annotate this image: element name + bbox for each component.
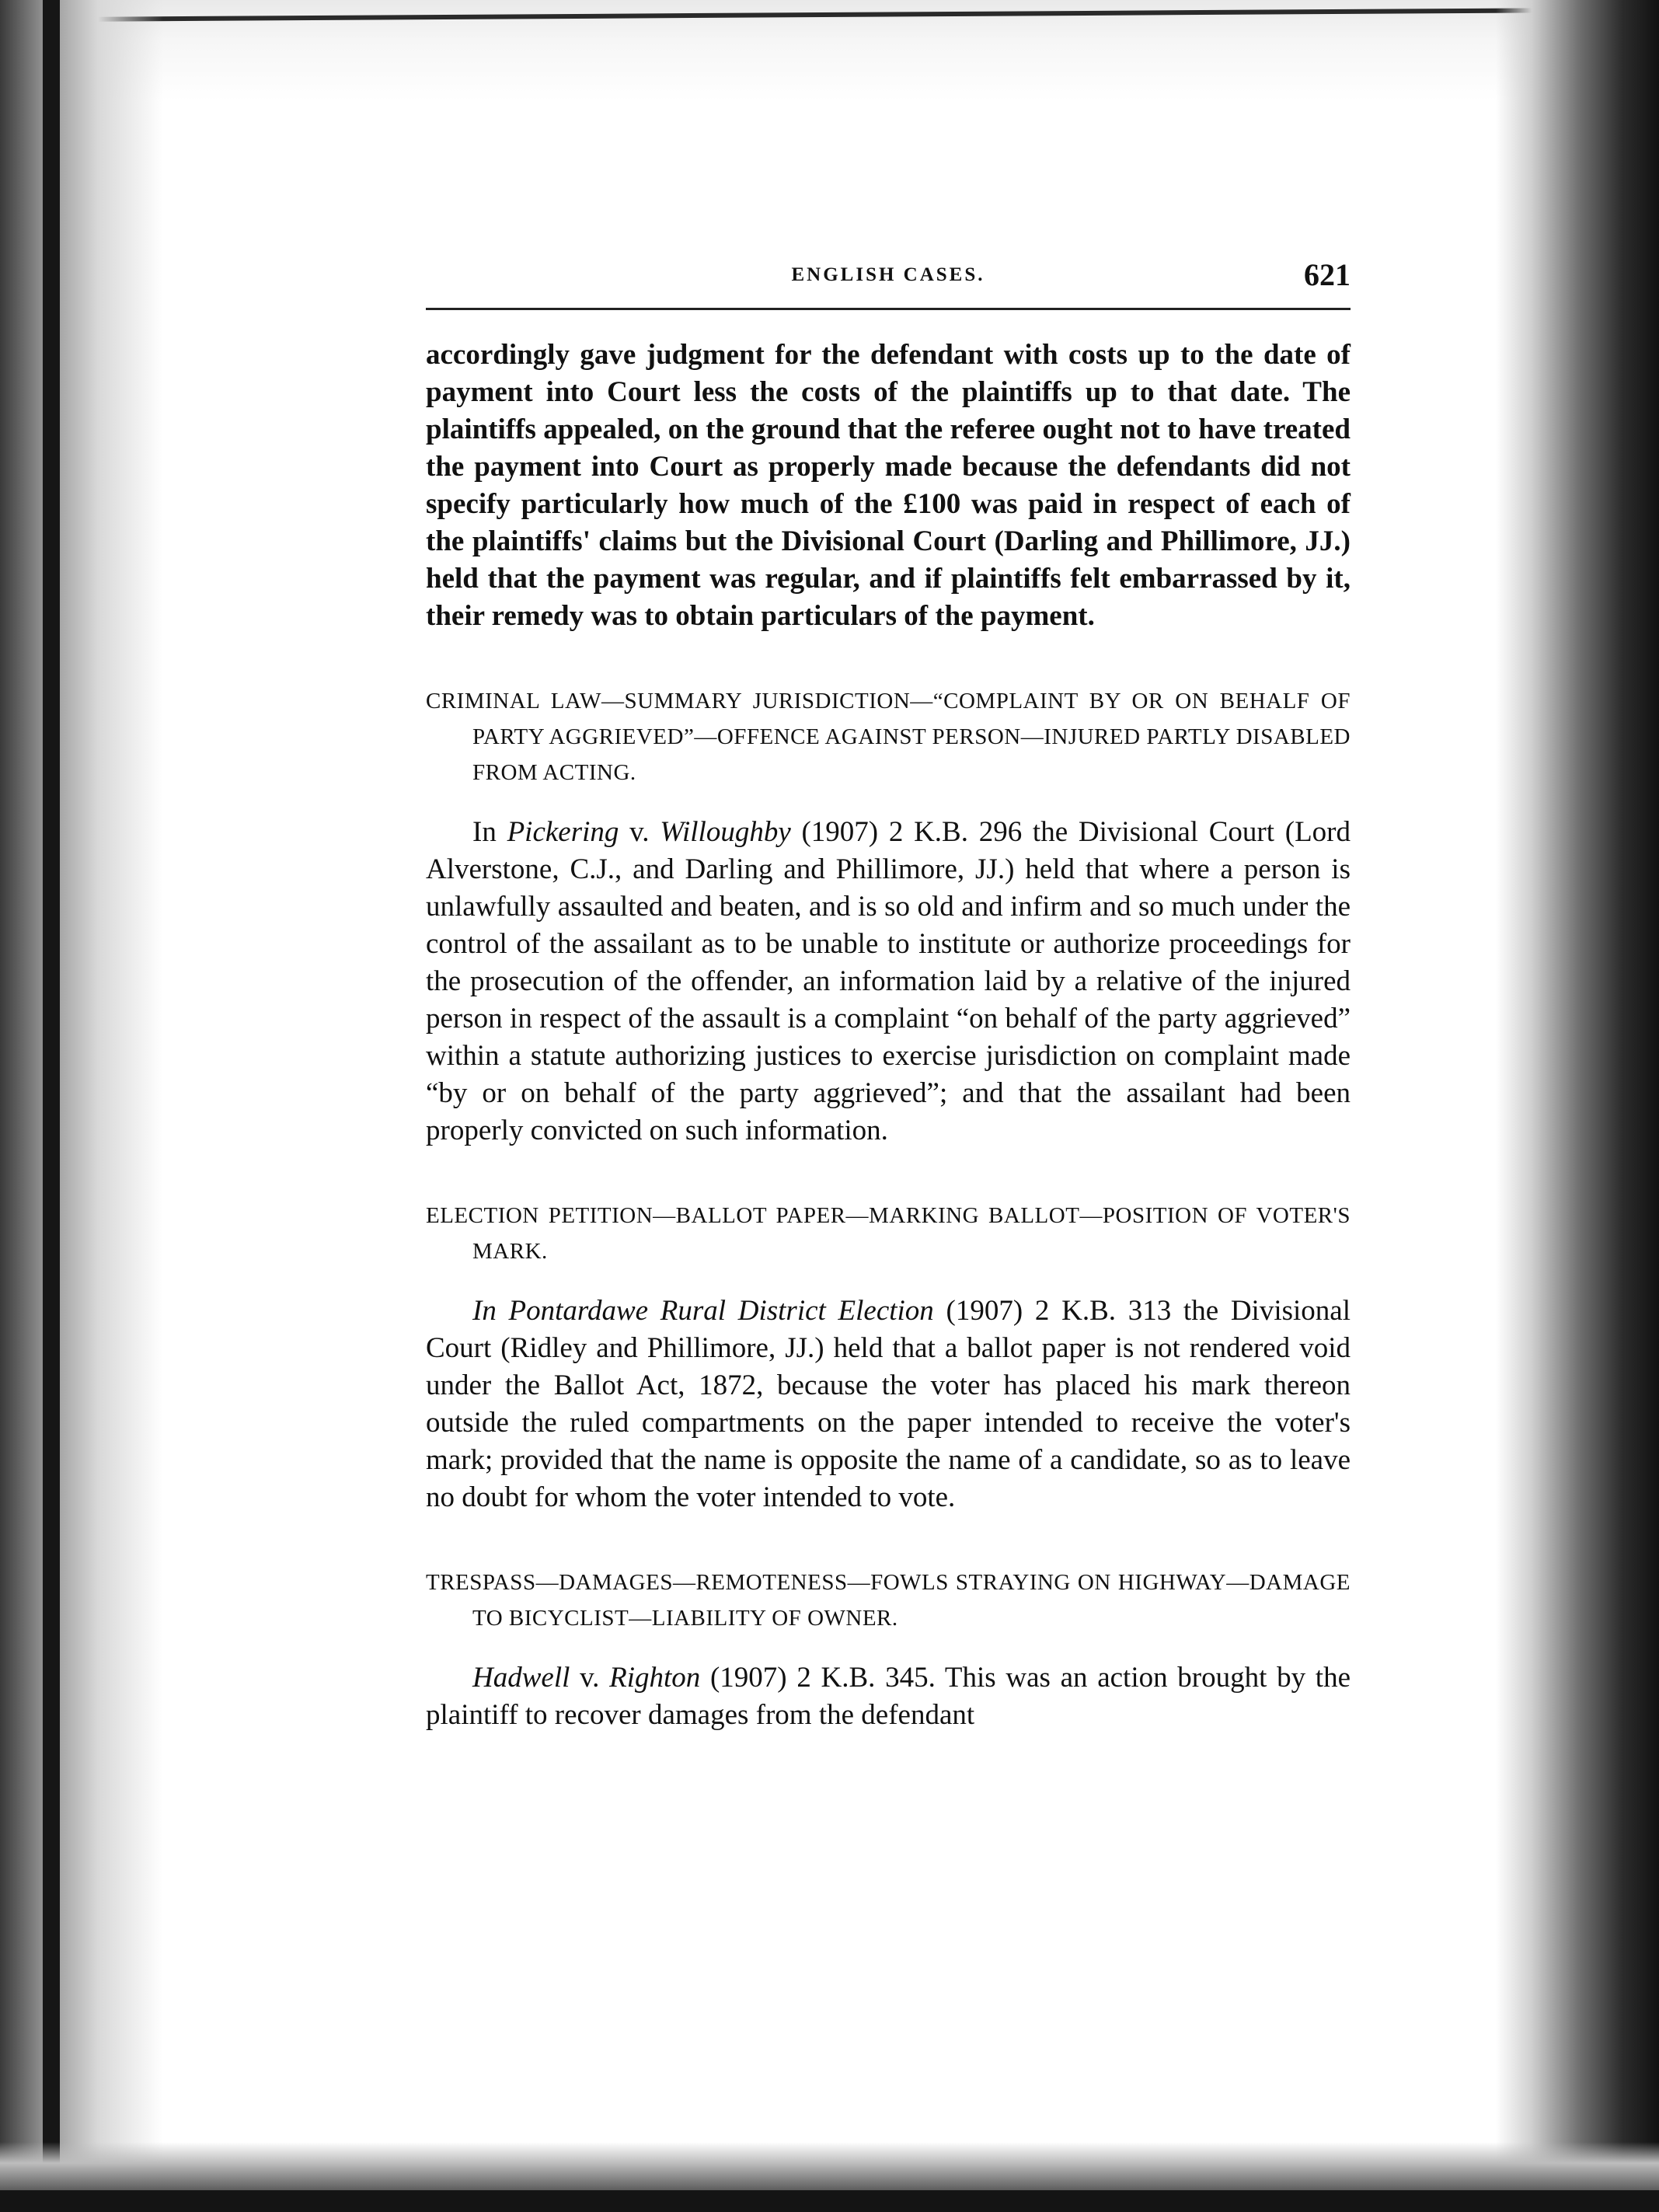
paragraph-body: (1907) 2 K.B. 345. This was an action brought by the plaintiff to recover damages from the defendant	[426, 1662, 1351, 1731]
section-paragraph	[426, 814, 1351, 1150]
scan-bottom-band	[0, 2190, 1659, 2212]
intro-paragraph: accordingly gave judgment for the defendant with costs up to the date of payment into Court less the costs of the plaintiffs up to that date. The plaintiffs appealed, on the ground that the referee ought not to have treated the payment into Court as properly made because the defendants did not specify particularly how much of the £100 was paid in respect of each of the plaintiffs' claims but the Divisional Court (Darling and Phillimore, JJ.) held that the payment was regular, and if plaintiffs felt embarrassed by it, their remedy was to obtain particulars of the payment.	[426, 339, 1351, 632]
section-paragraph	[426, 1293, 1351, 1516]
scan-left-shadow	[0, 0, 163, 2212]
running-title: ENGLISH CASES.	[791, 264, 985, 285]
paragraph-body: (1907) 2 K.B. 296 the Divisional Court (Lord Alverstone, C.J., and Darling and Phillimore, JJ.) held that where a person is unlawfully assaulted and beaten, and is so old and infirm and so much under the control of the assailant as to be unable to institute or authorize proceedings for the prosecution of the offender, an information laid by a relative of the injured person in respect of the assault is a complaint “on behalf of the party aggrieved” within a statute authorizing justices to exercise jurisdiction on complaint made “by or on behalf of the party aggrieved”; and that the assailant had been properly convicted on such information.	[426, 816, 1351, 1146]
versus-text: v.	[570, 1662, 610, 1694]
case-name: Pickering	[507, 816, 619, 848]
section-criminal-law	[426, 683, 1351, 1150]
header-rule	[426, 308, 1351, 310]
case-name: Righton	[609, 1662, 701, 1694]
section-heading: CRIMINAL LAW—SUMMARY JURISDICTION—“COMPLAINT BY OR ON BEHALF OF PARTY AGGRIEVED”—OFFENCE AGAINST PERSON—INJURED PARTLY DISABLED FROM ACTING.	[426, 689, 1351, 785]
versus-text: v.	[619, 816, 660, 848]
section-election-petition	[426, 1198, 1351, 1516]
scan-left-binding	[43, 0, 60, 2212]
section-heading: TRESPASS—DAMAGES—REMOTENESS—FOWLS STRAYING ON HIGHWAY—DAMAGE TO BICYCLIST—LIABILITY OF OWNER.	[426, 1570, 1351, 1631]
section-paragraph	[426, 1659, 1351, 1734]
running-head	[426, 256, 1351, 303]
scan-right-shadow	[1496, 0, 1659, 2212]
section-heading: ELECTION PETITION—BALLOT PAPER—MARKING BALLOT—POSITION OF VOTER'S MARK.	[426, 1203, 1351, 1264]
lead-text: In	[472, 816, 507, 848]
case-name: Willoughby	[660, 816, 791, 848]
page-number: 621	[1304, 257, 1351, 292]
section-trespass	[426, 1565, 1351, 1734]
case-name: Hadwell	[472, 1662, 570, 1694]
page-body	[426, 256, 1351, 1734]
paragraph-body: (1907) 2 K.B. 313 the Divisional Court (Ridley and Phillimore, JJ.) held that a ballot paper is not rendered void under the Ballot Act, 1872, because the voter has placed his mark thereon outside the ruled compartments on the paper intended to receive the voter's mark; provided that the name is opposite the name of a candidate, so as to leave no doubt for whom the voter intended to vote.	[426, 1295, 1351, 1513]
case-name: In Pontardawe Rural District Election	[472, 1295, 934, 1327]
